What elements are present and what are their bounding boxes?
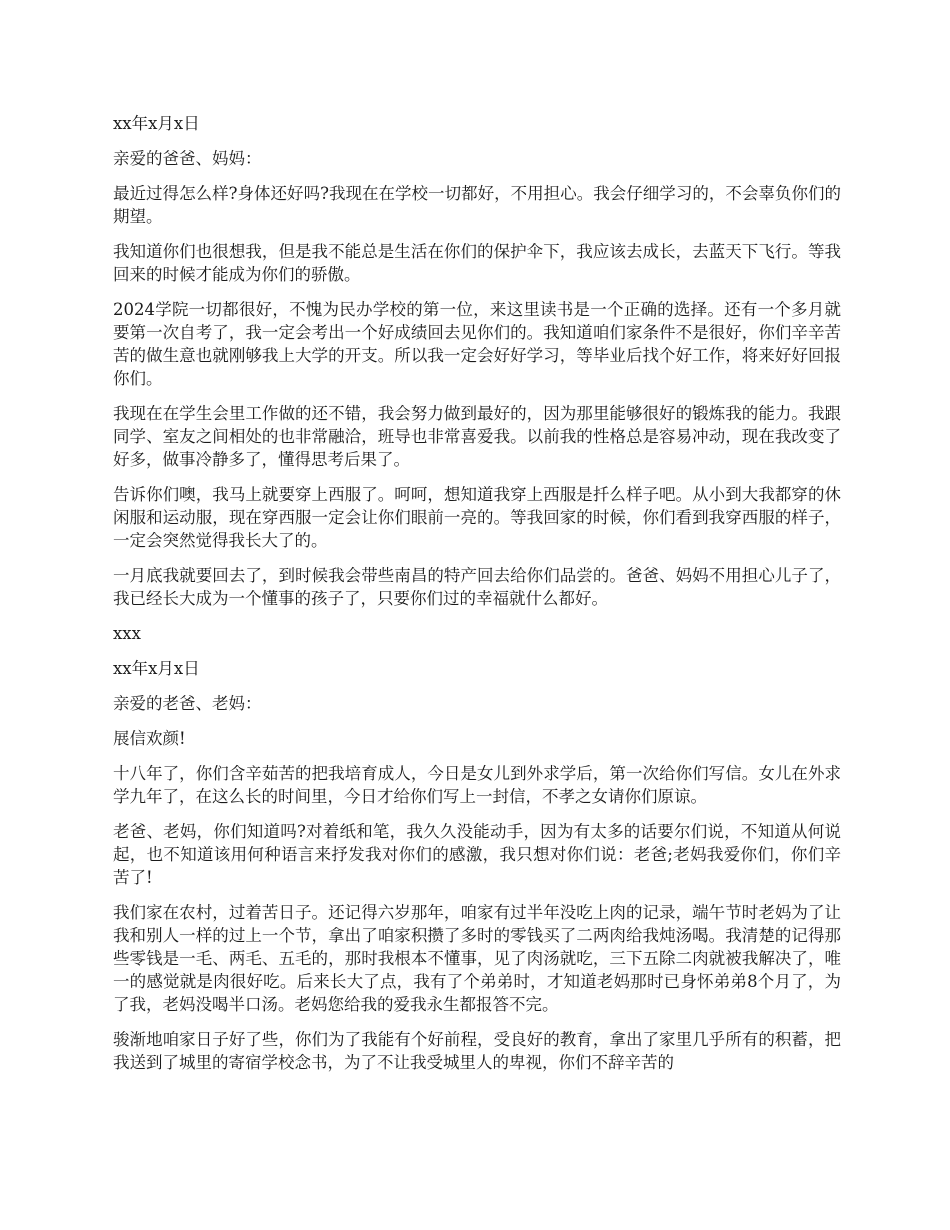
letter1-paragraph: 我现在在学生会里工作做的还不错，我会努力做到最好的，因为那里能够很好的锻炼我的能力。我跟同学、室友之间相处的也非常融洽，班导也非常喜爱我。以前我的性格总是容易冲动，现在我改变了好多，做事冷静多了，懂得思考后果了。 [113,404,841,469]
letter1-paragraph: 最近过得怎么样?身体还好吗?我现在在学校一切都好，不用担心。我会仔细学习的，不会辜负你们的期望。 [113,184,841,226]
letter2-paragraph: 骏渐地咱家日子好了些，你们为了我能有个好前程，受良好的教育，拿出了家里几乎所有的积蓄，把我送到了城里的寄宿学校念书，为了不让我受城里人的卑视，你们不辞辛苦的 [113,1030,841,1072]
letter1-paragraph: 2024学院一切都很好，不愧为民办学校的第一位，来这里读书是一个正确的选择。还有一个多月就要第一次自考了，我一定会考出一个好成绩回去见你们的。我知道咱们家条件不是很好，你们辛辛苦苦的做生意也就刚够我上大学的开支。所以我一定会好好学习，等毕业后找个好工作，将来好好回报你们。 [113,300,841,388]
letter2-paragraph: 十八年了，你们含辛茹苦的把我培育成人，今日是女儿到外求学后，第一次给你们写信。女儿在外求学九年了，在这么长的时间里，今日才给你们写上一封信，不孝之女请你们原谅。 [113,764,841,806]
letter2-paragraph: 老爸、老妈，你们知道吗?对着纸和笔，我久久没能动手，因为有太多的话要尔们说，不知道从何说起，也不知道该用何种语言来抒发我对你们的感激，我只想对你们说：老爸;老妈我爱你们，你们辛苦了! [113,822,841,887]
letter2-greeting: 展信欢颜! [113,729,186,748]
letter1-signature: xxx [113,624,141,643]
letter1-paragraph: 告诉你们噢，我马上就要穿上西服了。呵呵，想知道我穿上西服是扦么样子吧。从小到大我都穿的休闲服和运动服，现在穿西服一定会让你们眼前一亮的。等我回家的时候，你们看到我穿西服的样子，一定会突然觉得我长大了的。 [113,485,841,550]
letter1-date: xx年x月x日 [113,114,200,133]
letter2-paragraph: 我们家在农村，过着苦日子。还记得六岁那年，咱家有过半年没吃上肉的记录，端午节时老妈为了让我和别人一样的过上一个节，拿出了咱家积攒了多时的零钱买了二两肉给我炖汤喝。我清楚的记得那些零钱是一毛、两毛、五毛的，那时我根本不懂事，见了肉汤就吃，三下五除二肉就被我解决了，唯一的感觉就是肉很好吃。后来长大了点，我有了个弟弟时，才知道老妈那时已身怀弟弟8个月了，为了我，老妈没喝半口汤。老妈您给我的爱我永生都报答不完。 [113,903,841,1014]
letter-document [113,112,841,1086]
letter1-paragraph: 一月底我就要回去了，到时候我会带些南昌的特产回去给你们品尝的。爸爸、妈妈不用担心儿子了，我已经长大成为一个懂事的孩子了，只要你们过的幸福就什么都好。 [113,566,841,608]
letter2-salutation: 亲爱的老爸、老妈： [113,694,262,713]
letter1-paragraph: 我知道你们也很想我，但是我不能总是生活在你们的保护伞下，我应该去成长，去蓝天下飞行。等我回来的时候才能成为你们的骄傲。 [113,242,841,284]
letter1-salutation: 亲爱的爸爸、妈妈： [113,149,262,168]
letter2-date: xx年x月x日 [113,659,200,678]
